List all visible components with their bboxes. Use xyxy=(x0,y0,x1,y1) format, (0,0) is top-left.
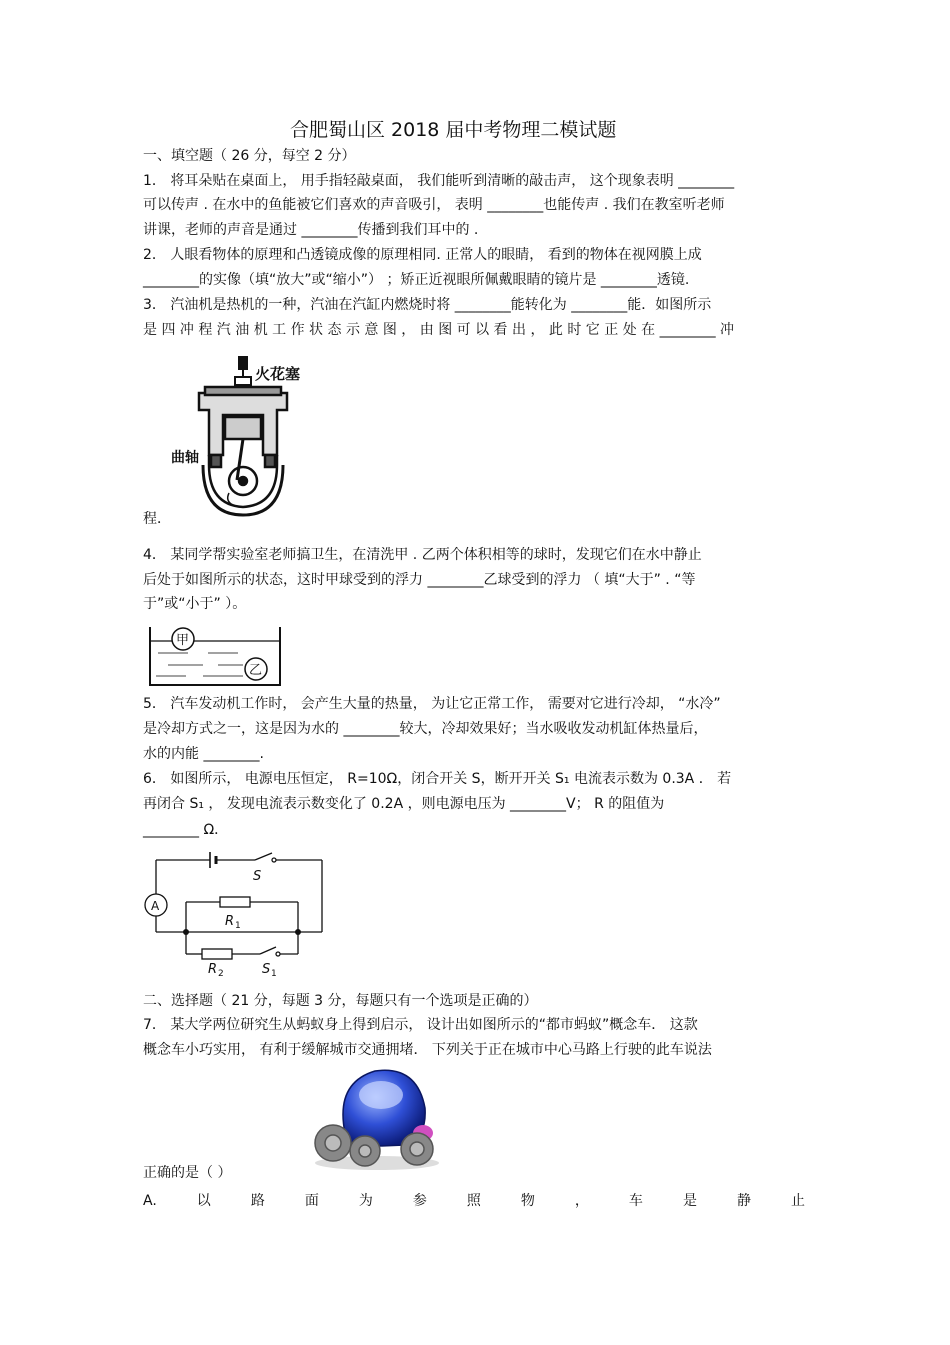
q1-line1: 1． 将耳朵贴在桌面上， 用手指轻敲桌面， 我们能听到清晰的敲击声， 这个现象表明 ________ xyxy=(143,173,735,189)
r2-label: R xyxy=(208,962,218,977)
option-a-char: ， xyxy=(574,1193,589,1209)
q1-line2: 可以传声 . 在水中的鱼能被它们喜欢的声音吸引， 表明 ________也能传声 . 我们在教室听老师 xyxy=(143,197,725,213)
crankshaft-label: 曲轴 xyxy=(171,450,199,466)
r1-subscript: 1 xyxy=(235,921,241,931)
ball-yi-label: 乙 xyxy=(249,663,263,678)
q5-line1: 5． 汽车发动机工作时， 会产生大量的热量， 为让它正常工作， 需要对它进行冷却， “水冷” xyxy=(143,696,721,712)
q6-line2: 再闭合 S₁ ， 发现电流表示数变化了 0.2A ，则电源电压为 ________V； R 的阻值为 xyxy=(143,796,665,812)
s1-subscript: 1 xyxy=(271,969,277,979)
option-a-char: 面 xyxy=(304,1193,319,1209)
option-a-char: 照 xyxy=(466,1193,481,1209)
option-a-char: 以 xyxy=(196,1193,211,1209)
circuit-figure xyxy=(140,850,330,980)
option-a-char: A. xyxy=(143,1193,157,1209)
q7-option-a xyxy=(143,1191,805,1211)
q1-line3: 讲课，老师的声音是通过 ________传播到我们耳中的 . xyxy=(143,222,479,238)
option-a-char: 物 xyxy=(520,1193,535,1209)
option-a-char: 为 xyxy=(358,1193,373,1209)
option-a-char: 静 xyxy=(736,1193,751,1209)
ball-jia-label: 甲 xyxy=(176,633,190,648)
concept-car-figure xyxy=(305,1063,450,1173)
r1-label: R xyxy=(225,914,235,929)
water-container-figure xyxy=(148,625,283,687)
q3-line2: 是 四 冲 程 汽 油 机 工 作 状 态 示 意 图 ， 由 图 可 以 看 出 ， 此 时 它 正 处 在 ________ 冲 xyxy=(143,322,735,338)
section2-heading: 二、选择题（ 21 分，每题 3 分，每题只有一个选项是正确的） xyxy=(143,993,538,1009)
q4-line2: 后处于如图所示的状态，这时甲球受到的浮力 ________乙球受到的浮力 （ 填“大于” . “等 xyxy=(143,572,696,588)
q7-line1: 7． 某大学两位研究生从蚂蚁身上得到启示， 设计出如图所示的“都市蚂蚁”概念车． 这款 xyxy=(143,1017,698,1033)
q6-line1: 6． 如图所示， 电源电压恒定， R=10Ω，闭合开关 S，断开开关 S₁ 电流表示数为 0.3A ． 若 xyxy=(143,771,732,787)
cylinder-icon xyxy=(199,387,287,515)
ammeter-label: A xyxy=(151,899,160,913)
option-a-char: 车 xyxy=(628,1193,643,1209)
option-a-char: 止 xyxy=(790,1193,805,1209)
spark-plug-label: 火花塞 xyxy=(255,365,301,383)
q7-line2: 概念车小巧实用， 有利于缓解城市交通拥堵． 下列关于正在城市中心马路上行驶的此车说法 xyxy=(143,1042,712,1058)
option-a-char: 参 xyxy=(412,1193,427,1209)
q3-line1: 3． 汽油机是热机的一种，汽油在汽缸内燃烧时将 ________能转化为 ________能．如图所示 xyxy=(143,297,712,313)
q6-line3: ________ Ω． xyxy=(143,822,229,838)
spark-plug-icon xyxy=(235,357,251,387)
q4-line3: 于”或“小于” ）。 xyxy=(143,596,247,612)
q5-line3: 水的内能 ________. xyxy=(143,746,264,762)
engine-figure xyxy=(165,355,315,520)
option-a-char: 是 xyxy=(682,1193,697,1209)
section1-heading: 一、填空题（ 26 分，每空 2 分） xyxy=(143,148,356,164)
s1-label: S xyxy=(262,962,271,977)
switch-s-label: S xyxy=(253,869,262,884)
r2-subscript: 2 xyxy=(218,969,224,979)
q5-line2: 是冷却方式之一，这是因为水的 ________较大，冷却效果好；当水吸收发动机缸体热量后， xyxy=(143,721,708,737)
page-title: 合肥蜀山区 2018 届中考物理二模试题 xyxy=(290,119,617,141)
q7-line3: 正确的是（ ） xyxy=(143,1165,232,1181)
q4-line1: 4． 某同学帮实验室老师搞卫生，在清洗甲 . 乙两个体积相等的球时，发现它们在水中静止 xyxy=(143,547,702,563)
q3-line3: 程． xyxy=(143,511,171,527)
q2-line2: ________的实像（填“放大”或“缩小”） ；矫正近视眼所佩戴眼睛的镜片是 ________透镜. xyxy=(143,272,690,288)
water-lines xyxy=(156,653,243,676)
option-a-char: 路 xyxy=(250,1193,265,1209)
q2-line1: 2． 人眼看物体的原理和凸透镜成像的原理相同. 正常人的眼睛， 看到的物体在视网膜上成 xyxy=(143,247,702,263)
